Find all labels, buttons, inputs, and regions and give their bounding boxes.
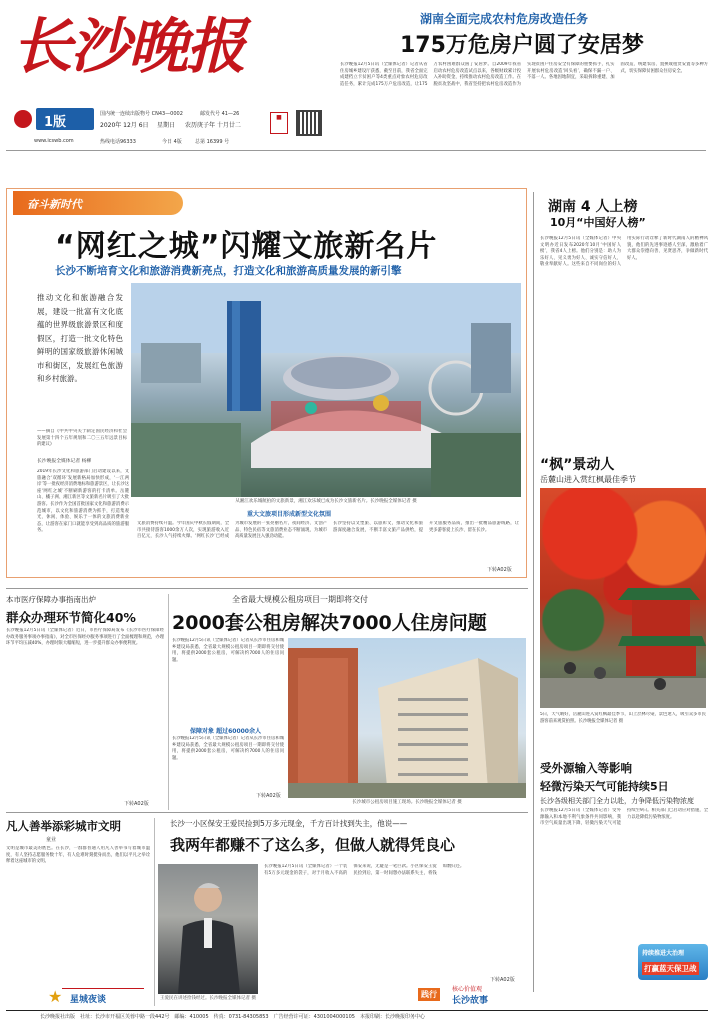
maple-caption: 5日，天气晴好，岳麓山进入赏红枫最佳季节，山上层林尽染，景色迷人，吸引众多市民游客前来观赏拍照。长沙晚报全媒体记者 摄 xyxy=(540,712,706,724)
money-caption: 王爱民在讲述捡钱经过。长沙晚报全媒体记者 摄 xyxy=(160,996,256,1001)
feature-photo-sub: 重大文旅项目形成新型文化氛围 xyxy=(247,511,332,518)
star-icon: ★ xyxy=(48,987,63,1006)
money-text: 长沙晚报12月5日讯（全媒体记者）一个装有5万多元现金的袋子，对于月收入不高的保安来说，无疑是一笔巨款。小区保安王爱民捡到后，第一时间想办法联系失主，将钱如数归还。 xyxy=(264,864,465,876)
section-rule-mid xyxy=(6,588,528,589)
civic-author: 童业 xyxy=(46,837,57,843)
people-headline: 湖南 4 人上榜 xyxy=(548,199,638,215)
feature-continued: 下转A02版 xyxy=(487,567,512,573)
feature-text-mid: 文旅消费持续升温。今年国庆中秋长假期间，全市共接待游客1000余万人次，实现旅游收入近百亿元，长沙人气持续火爆。‘网红长沙’已经成为城市发展的一张亮丽名片，夜间经济、文创产品、特色民宿等文旅消费业态不断涌现，为城市高质量发展注入强劲动能。 xyxy=(137,521,327,540)
top-story-kicker: 湖南全面完成农村危房改造任务 xyxy=(420,12,589,26)
people-text: 长沙晚报12月5日讯（全媒体记者）中央文明办近日发布2020年10月‘中国好人榜’，我省4人上榜。他们分别是：助人为乐好人、见义勇为好人、诚实守信好人、敬业奉献好人。这些来自不同岗位的好人用实际行动诠释了新时代湖南人的精神风貌，他们的先进事迹感人至深，激励着广大群众崇德向善、见贤思齐，争做新时代好人。 xyxy=(540,236,708,268)
money-photo-art xyxy=(158,864,258,994)
people-story xyxy=(540,196,708,444)
hotline: 热线电话96333 xyxy=(100,139,136,145)
right-column-divider xyxy=(533,192,534,992)
section-rule-low xyxy=(6,812,528,813)
people-subhead: 10月“中国好人榜” xyxy=(550,216,646,229)
feature-story xyxy=(6,188,527,578)
maple-subhead: 岳麓山进入赏红枫最佳季节 xyxy=(540,475,636,484)
civic-text: 文明是城市最美的底色。在长沙，一群群普通人用凡人善举书写着城市温度，有人坚持志愿服务数十年，有人危难时刻挺身而出，他们以平凡之举诠释着这座城市的文明。 xyxy=(6,846,150,865)
civic-headline: 凡人善举添彩城市文明 xyxy=(6,819,121,833)
money-headline: 我两年都赚不了这么多，但做人就得凭良心 xyxy=(170,836,456,854)
maple-story xyxy=(540,454,708,744)
edition-number: 1版 xyxy=(44,115,67,130)
service-story xyxy=(6,594,166,808)
money-brand-c: 长沙故事 xyxy=(452,996,489,1006)
service-continued: 下转A02版 xyxy=(124,801,149,807)
feature-lead: 推动文化和旅游融合发展，建设一批富有文化底蕴的世界级旅游景区和度假区，打造一批文化特色鲜明的国家级旅游休闲城市和街区，发展红色旅游和乡村旅游。 xyxy=(37,293,123,383)
service-headline: 群众办理环节简化40% xyxy=(6,610,136,625)
housing-caption: 长沙城市公租房项目施工现场。长沙晚报全媒体记者 摄 xyxy=(352,800,462,805)
col-divider-b xyxy=(154,818,155,1006)
pollution-sub2: 长沙各级相关部门全力以赴，力争降低污染物浓度 xyxy=(540,797,694,805)
footer-rule xyxy=(6,1010,708,1011)
edition-badge xyxy=(36,108,94,130)
housing-continued: 下转A02版 xyxy=(256,793,281,799)
feature-text-left: 2019年长沙文化和旅游部门启动建设以来，文旅融合‘双循环’发展新格局加快形成，‘一江两岸’等一批夜经济消费地标和旅游景区，让长沙这座‘网红之城’不断刷新游客的打卡清单。岳麓山、橘子洲、湘江新区等文旅新名片吸引了大批游客。长沙作为全国首批国家文化和旅游消费示范城市，以文化和旅游消费为抓手，打造集观光、休闲、体验、娱乐于一体的文旅消费新业态，让游客在家门口就能享受到高品质的旅游服务。 xyxy=(37,469,129,534)
service-text: 长沙晚报12月5日讯（全媒体记者）近日，市医疗保障局发布《长沙市医疗保障经办政务服务事项办事指南》，对全市医保经办服务事项进行了全面梳理和规范，办理环节平均压减40%，办理时限大幅缩短，进一步提升群众办事便利度。 xyxy=(6,628,164,647)
money-kicker: 长沙一小区保安王爱民捡到5万多元现金，千方百计找到失主，他说—— xyxy=(170,819,408,828)
pollution-badge xyxy=(638,944,708,980)
issue-pages: 今日 4版 xyxy=(162,139,182,145)
feature-byline: 长沙晚报全媒体记者 杨柳 xyxy=(37,459,92,464)
pollution-subhead: 轻微污染天气可能持续5日 xyxy=(540,780,669,793)
pollution-headline: 受外源输入等影响 xyxy=(540,761,632,775)
housing-kicker: 全省最大规模公租房项目一期即将交付 xyxy=(232,595,368,604)
masthead-logo: 长沙晚报 xyxy=(12,12,244,82)
pollution-badge-b: 打赢蓝天保卫战 xyxy=(644,964,697,973)
edition-dot-icon xyxy=(14,110,32,128)
feature-tag xyxy=(13,191,183,215)
pollution-story xyxy=(540,760,708,1000)
money-brand-b: 核心价值观 xyxy=(452,986,483,993)
civic-column-label: 星城夜谈 xyxy=(70,995,107,1005)
housing-text: 长沙晚报12月5日讯（全媒体记者）记者从长沙市住房和城乡建设局获悉，全省最大规模公租房项目一期即将交付使用，将提供2000套公租房，可解决约7000人的住房问题。 xyxy=(172,638,284,663)
feature-text-right: 长沙坚持以文塑旅、以旅彰文，推动文化和旅游深度融合发展，不断丰富文旅产品供给，提升文旅服务品质，推出一批精品旅游线路，让更多游客爱上长沙、留在长沙。 xyxy=(333,521,519,533)
weekday: 星期日 xyxy=(157,122,176,129)
feature-tag-label: 奋斗新时代 xyxy=(27,198,82,211)
housing-photo-art xyxy=(288,638,526,798)
publish-date: 2020年 12月 6日 xyxy=(100,122,149,129)
housing-photo xyxy=(288,638,526,798)
feature-headline: “网红之城”闪耀文旅新名片 xyxy=(55,229,438,264)
pollution-text: 长沙晚报12月5日讯（全媒体记者）受外源输入和本地不利气象条件共同影响，我市空气质量出现下降，轻微污染天气可能持续至9日。相关部门已启动应对措施，全力以赴降低污染物浓度。 xyxy=(540,808,708,827)
feature-subhead: 长沙不断培育文化和旅游消费新亮点，打造文化和旅游高质量发展的新引擎 xyxy=(55,265,402,277)
lunar-date: 农历庚子年 十月廿二 xyxy=(185,122,241,129)
website: www.icswb.com xyxy=(34,138,74,144)
housing-text-2: 长沙晚报12月5日讯（全媒体记者）记者从长沙市住房和城乡建设局获悉，全省最大规模公租房项目一期即将交付使用，将提供2000套公租房，可解决约7000人的住房问题。 xyxy=(172,736,284,761)
feature-photo xyxy=(131,283,521,497)
service-kicker: 本市医疗保障办事指南出炉 xyxy=(6,595,96,604)
feature-photo-caption: 从湘江欢乐城航拍的文旅新景，湘江欢乐城已成为长沙文旅新名片。长沙晚报全媒体记者 摄 xyxy=(235,499,417,504)
money-brand-a: 践行 xyxy=(418,988,440,1001)
top-story xyxy=(340,10,708,180)
feature-photo-art xyxy=(131,283,521,497)
money-brand xyxy=(418,984,528,1006)
money-story xyxy=(158,818,528,1008)
maple-photo-art xyxy=(540,488,706,708)
housing-headline: 2000套公租房解决7000人住房问题 xyxy=(172,612,487,634)
badge-logo-a: ■ xyxy=(270,112,288,134)
feature-lead-source: ——摘自《中共中央关于制定国民经济和社会发展第十四个五年规划和二〇三五年远景目标的建议》 xyxy=(37,429,127,448)
qr-code xyxy=(296,110,322,136)
top-story-text: 长沙晚报12月5日讯（全媒体记者）记者从省住房城乡建设厅获悉，截至目前，我省全面完成建档立卡贫困户等4类重点对象农村危房改造任务，累计完成175万户危房改造，让175万农村困难群众圆了安居梦。自2009年我省启动农村危房改造试点以来，各级财政累计投入补助资金，持续推动农村危房改造工作。在脱贫攻坚战中，我省坚持把农村危房改造作为实现贫困户住房安全有保障的重要抓手，扎实开展农村危房改造‘回头看’，确保不漏一户、不落一人。各地因地制宜，采取拆除重建、加固改造、统建农房、置换或租赁安置等多种方式，切实保障贫困群众住房安全。 xyxy=(340,62,708,87)
col-divider-a xyxy=(168,594,169,810)
housing-story xyxy=(172,594,528,808)
maple-photo xyxy=(540,488,706,708)
pollution-badge-a: 持续推进大治理 xyxy=(642,950,685,957)
money-photo xyxy=(158,864,258,994)
money-continued: 下转A02版 xyxy=(490,977,515,983)
mail-code: 邮发代号 41—26 xyxy=(200,111,240,117)
footer-text: 长沙晚报社出版 社址：长沙市开福区芙蓉中路一段442号 邮编：410005 传真：0731-84305853 广告经营许可证：4301004000105 本报印刷：长沙晚报印务中心 xyxy=(40,1014,425,1020)
civic-story xyxy=(6,818,152,1008)
cn-number: 国内统一连续出版物号 CN43—0002 xyxy=(100,111,183,117)
civic-column-badge xyxy=(48,987,144,1006)
housing-sub: 保障对象 超过60000余人 xyxy=(190,728,261,735)
top-story-headline: 175万危房户圆了安居梦 xyxy=(400,33,644,58)
maple-headline: “枫”景动人 xyxy=(540,457,615,473)
serial-number: 总第 16399 号 xyxy=(195,139,230,145)
